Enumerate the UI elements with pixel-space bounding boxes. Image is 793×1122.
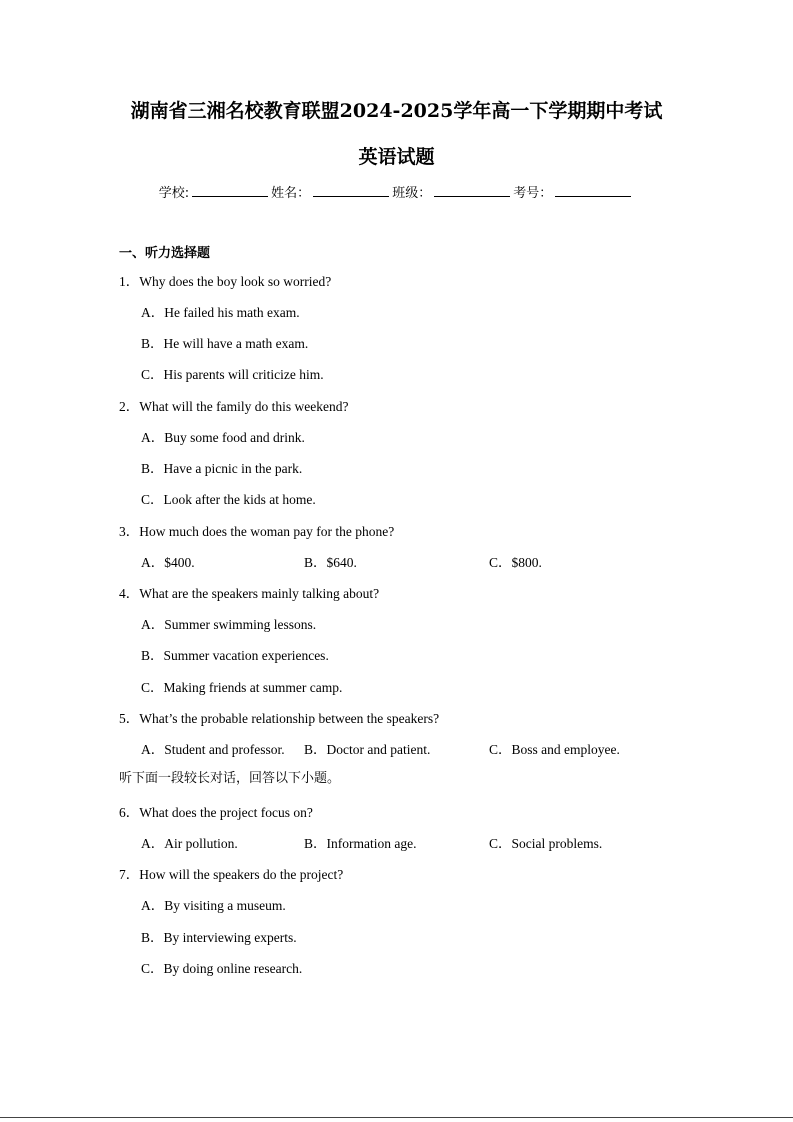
section-heading: 一、听力选择题 [119, 246, 211, 261]
exam-title: 湖南省三湘名校教育联盟2024-2025学年高一下学期期中考试 [130, 100, 663, 122]
q6-option-c: C．Social problems. [489, 836, 603, 851]
q2-option-c: C．Look after the kids at home. [141, 492, 316, 507]
number-label: 考号： [513, 186, 553, 201]
school-blank[interactable] [192, 184, 268, 197]
q3-option-b: B．$640. [304, 555, 357, 570]
name-label: 姓名： [271, 186, 311, 201]
q5-option-b: B．Doctor and patient. [304, 742, 431, 757]
school-label: 学校: [158, 186, 190, 201]
q3-option-c: C．$800. [489, 555, 542, 570]
question-2: 2．What will the family do this weekend? [119, 399, 349, 414]
class-blank[interactable] [434, 184, 510, 197]
q6-option-a: A．Air pollution. [141, 836, 238, 851]
q5-option-c: C．Boss and employee. [489, 742, 620, 757]
question-4: 4．What are the speakers mainly talking about? [119, 586, 380, 601]
listening-instruction: 听下面一段较长对话，回答以下小题。 [119, 771, 341, 786]
q4-option-b: B．Summer vacation experiences. [141, 648, 329, 663]
question-7: 7．How will the speakers do the project? [119, 867, 344, 882]
exam-subtitle: 英语试题 [358, 146, 435, 168]
number-blank[interactable] [555, 184, 631, 197]
q1-option-b: B．He will have a math exam. [141, 336, 309, 351]
q7-option-c: C．By doing online research. [141, 961, 303, 976]
q5-option-a: A．Student and professor. [141, 742, 285, 757]
q4-option-c: C．Making friends at summer camp. [141, 680, 343, 695]
question-6: 6．What does the project focus on? [119, 805, 313, 820]
q7-option-a: A．By visiting a museum. [141, 898, 286, 913]
question-3: 3．How much does the woman pay for the phone? [119, 524, 395, 539]
q6-option-b: B．Information age. [304, 836, 417, 851]
q3-option-a: A．$400. [141, 555, 195, 570]
q4-option-a: A．Summer swimming lessons. [141, 617, 317, 632]
student-info-row [0, 182, 793, 201]
question-5: 5．What’s the probable relationship between the speakers? [119, 711, 440, 726]
class-label: 班级： [392, 186, 432, 201]
q2-option-b: B．Have a picnic in the park. [141, 461, 303, 476]
q2-option-a: A．Buy some food and drink. [141, 430, 305, 445]
q7-option-b: B．By interviewing experts. [141, 930, 297, 945]
q1-option-c: C．His parents will criticize him. [141, 367, 324, 382]
q1-option-a: A．He failed his math exam. [141, 305, 300, 320]
page-bottom-divider [0, 1117, 793, 1118]
name-blank[interactable] [313, 184, 389, 197]
question-1: 1．Why does the boy look so worried? [119, 274, 332, 289]
